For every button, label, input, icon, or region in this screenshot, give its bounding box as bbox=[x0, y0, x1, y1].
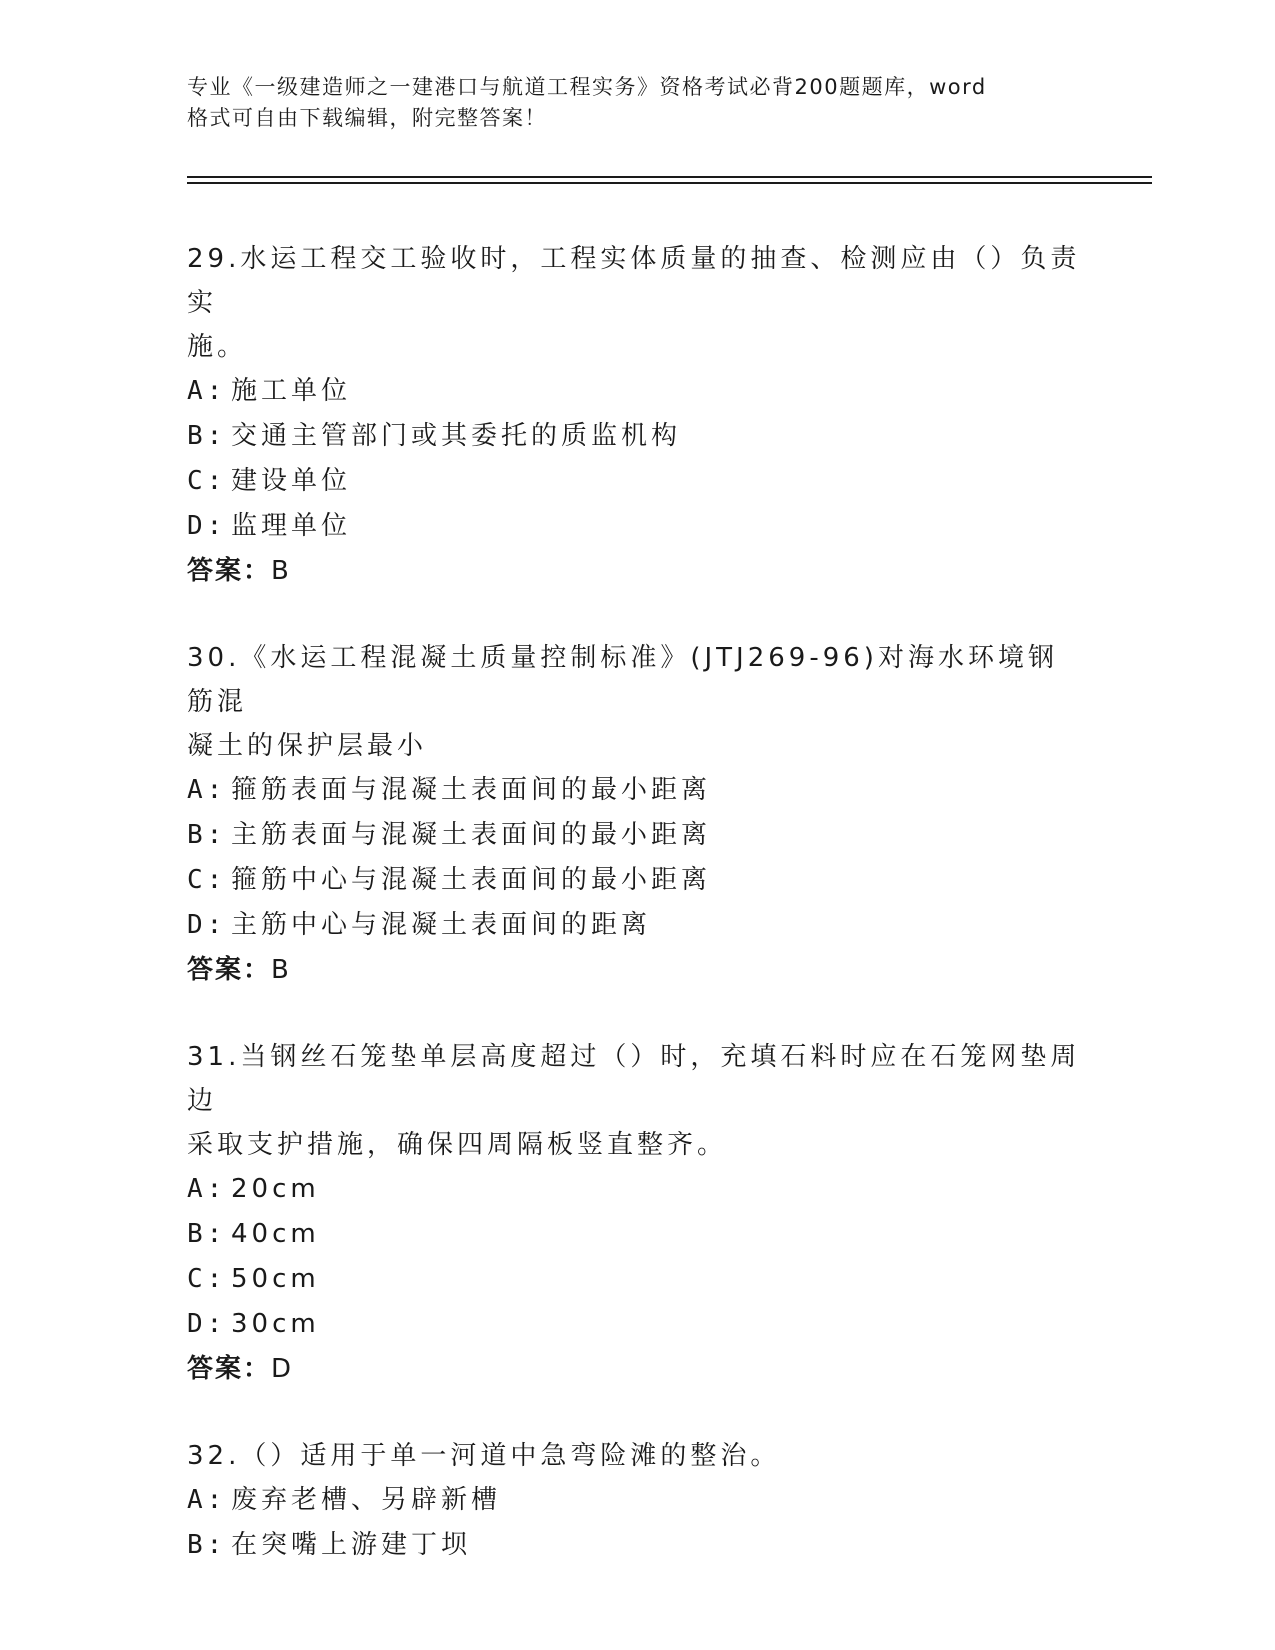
option-b bbox=[187, 1212, 1087, 1257]
option-text: 在突嘴上游建丁坝 bbox=[231, 1530, 472, 1560]
answer-line bbox=[187, 948, 1087, 993]
answer-value: D bbox=[271, 1354, 294, 1384]
option-letter: A: bbox=[187, 1485, 227, 1515]
option-text: 箍筋中心与混凝土表面间的最小距离 bbox=[231, 865, 712, 895]
option-letter: C: bbox=[187, 865, 227, 895]
question-stem bbox=[187, 1035, 1087, 1167]
option-text: 监理单位 bbox=[231, 511, 352, 541]
option-letter: D: bbox=[187, 511, 227, 541]
header-divider-top bbox=[187, 176, 1152, 178]
option-text: 施工单位 bbox=[231, 376, 352, 406]
header-divider-bottom bbox=[187, 182, 1152, 184]
question-30 bbox=[187, 636, 1087, 993]
question-stem bbox=[187, 636, 1087, 768]
question-31 bbox=[187, 1035, 1087, 1392]
option-text: 废弃老槽、另辟新槽 bbox=[231, 1485, 502, 1515]
answer-label: 答案： bbox=[187, 1354, 272, 1384]
question-stem-line-1: 30.《水运工程混凝土质量控制标准》(JTJ269-96)对海水环境钢筋混 bbox=[187, 643, 1058, 717]
option-d bbox=[187, 903, 1087, 948]
header-line-2: 格式可自由下载编辑，附完整答案！ bbox=[187, 106, 547, 130]
option-letter: B: bbox=[187, 820, 227, 850]
option-letter: A: bbox=[187, 376, 227, 406]
question-stem bbox=[187, 237, 1087, 369]
question-stem bbox=[187, 1434, 1087, 1478]
option-letter: D: bbox=[187, 1309, 227, 1339]
option-a bbox=[187, 1167, 1087, 1212]
question-stem-line-2: 采取支护措施，确保四周隔板竖直整齐。 bbox=[187, 1130, 728, 1160]
option-b bbox=[187, 1523, 1087, 1568]
option-letter: C: bbox=[187, 466, 227, 496]
option-text: 50cm bbox=[231, 1264, 320, 1294]
option-text: 箍筋表面与混凝土表面间的最小距离 bbox=[231, 775, 712, 805]
answer-value: B bbox=[271, 556, 291, 586]
answer-line bbox=[187, 549, 1087, 594]
option-letter: D: bbox=[187, 910, 227, 940]
option-c bbox=[187, 858, 1087, 903]
document-header bbox=[187, 72, 1067, 134]
option-text: 交通主管部门或其委托的质监机构 bbox=[231, 421, 682, 451]
option-letter: B: bbox=[187, 1219, 227, 1249]
question-stem-line-1: 29.水运工程交工验收时，工程实体质量的抽查、检测应由（）负责实 bbox=[187, 244, 1081, 318]
option-text: 主筋表面与混凝土表面间的最小距离 bbox=[231, 820, 712, 850]
question-stem-line-1: 32.（）适用于单一河道中急弯险滩的整治。 bbox=[187, 1441, 781, 1471]
question-stem-line-2: 施。 bbox=[187, 332, 248, 362]
option-letter: C: bbox=[187, 1264, 227, 1294]
question-32 bbox=[187, 1434, 1087, 1568]
option-d bbox=[187, 504, 1087, 549]
option-b bbox=[187, 414, 1087, 459]
option-letter: B: bbox=[187, 421, 227, 451]
answer-line bbox=[187, 1347, 1087, 1392]
option-letter: A: bbox=[187, 1174, 227, 1204]
option-text: 30cm bbox=[231, 1309, 320, 1339]
option-text: 建设单位 bbox=[231, 466, 352, 496]
header-line-1: 专业《一级建造师之一建港口与航道工程实务》资格考试必背200题题库，word bbox=[187, 75, 987, 99]
option-b bbox=[187, 813, 1087, 858]
option-letter: A: bbox=[187, 775, 227, 805]
option-text: 40cm bbox=[231, 1219, 320, 1249]
option-letter: B: bbox=[187, 1530, 227, 1560]
option-c bbox=[187, 1257, 1087, 1302]
option-d bbox=[187, 1302, 1087, 1347]
option-a bbox=[187, 768, 1087, 813]
question-stem-line-1: 31.当钢丝石笼垫单层高度超过（）时，充填石料时应在石笼网垫周边 bbox=[187, 1042, 1081, 1116]
option-c bbox=[187, 459, 1087, 504]
answer-label: 答案： bbox=[187, 955, 272, 985]
option-text: 主筋中心与混凝土表面间的距离 bbox=[231, 910, 652, 940]
question-list bbox=[187, 237, 1087, 1610]
option-text: 20cm bbox=[231, 1174, 320, 1204]
question-29 bbox=[187, 237, 1087, 594]
question-stem-line-2: 凝土的保护层最小 bbox=[187, 731, 428, 761]
option-a bbox=[187, 1478, 1087, 1523]
option-a bbox=[187, 369, 1087, 414]
answer-value: B bbox=[271, 955, 291, 985]
answer-label: 答案： bbox=[187, 556, 272, 586]
